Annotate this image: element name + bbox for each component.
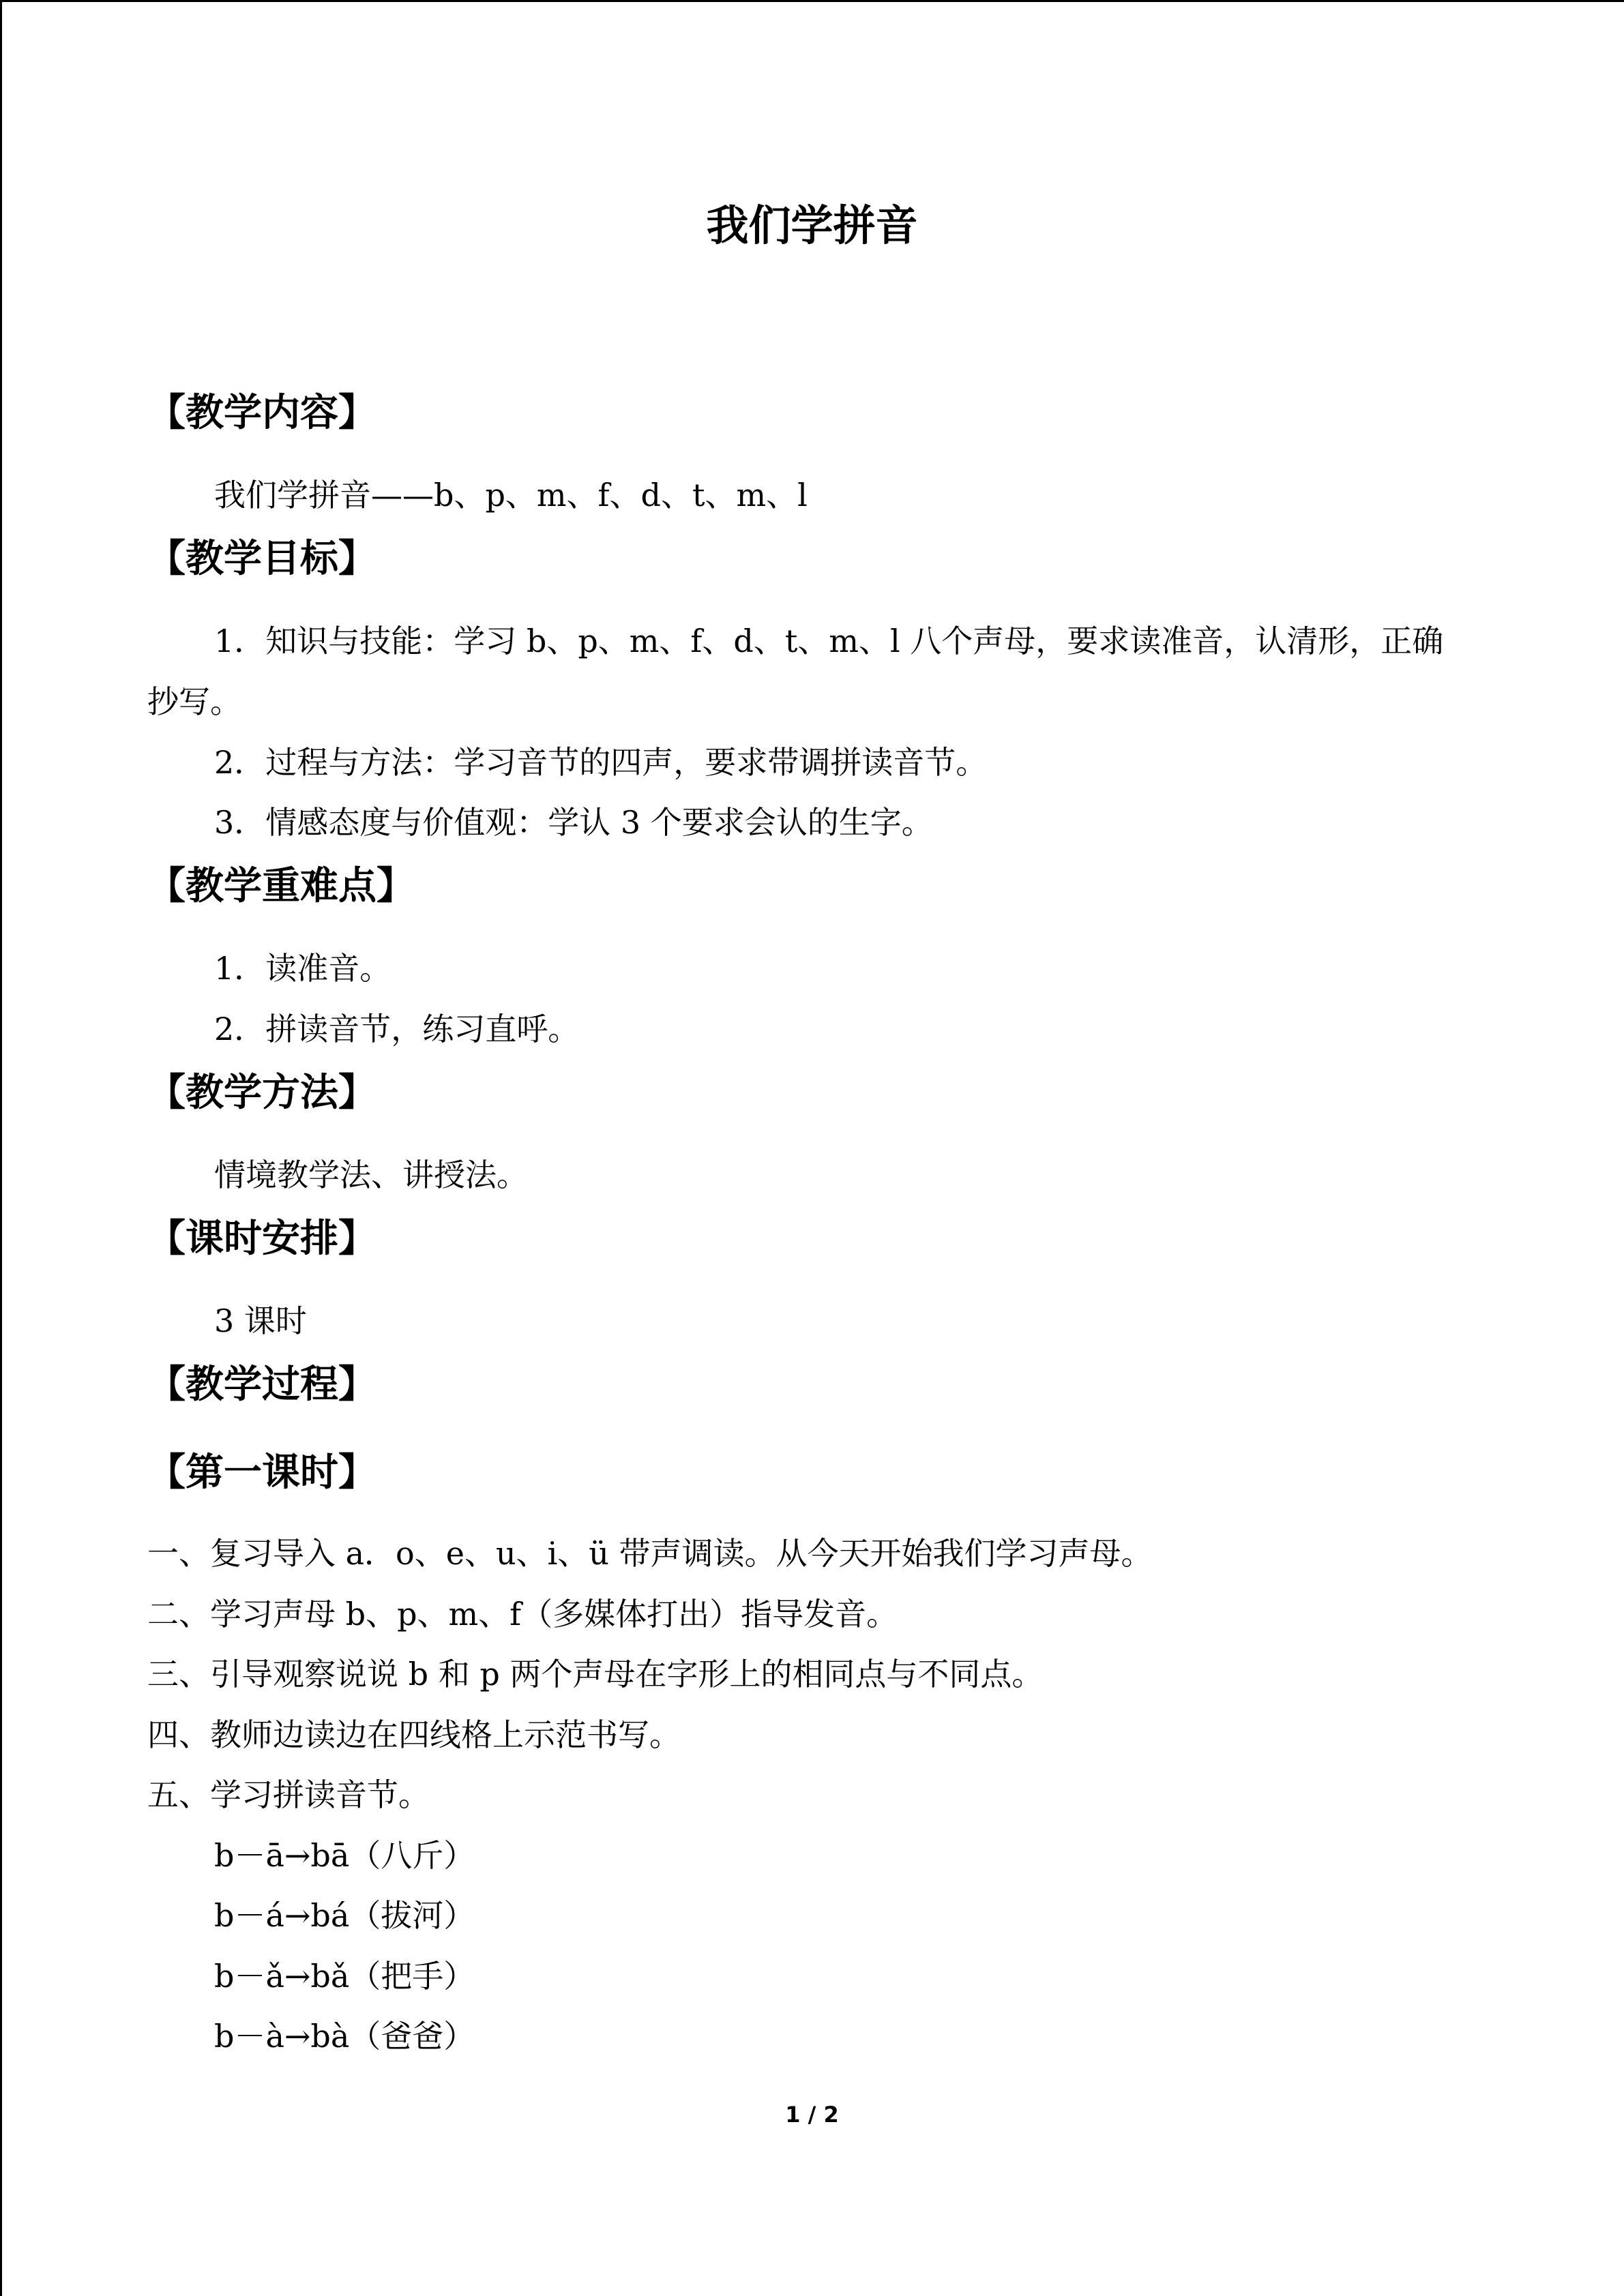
schedule-text: 3 课时: [214, 1302, 307, 1339]
goal-item-3: 3．情感态度与价值观：学认 3 个要求会认的生字。: [214, 804, 933, 841]
syllable-example: b－á→bá（拔河）: [214, 1897, 475, 1934]
teaching-content-text: 我们学拼音——b、p、m、f、d、t、m、l: [214, 477, 808, 513]
syllable-example: b－ǎ→bǎ（把手）: [214, 1958, 475, 1995]
heading-key-points: 【教学重难点】: [147, 864, 415, 908]
lesson-step: 三、引导观察说说 b 和 p 两个声母在字形上的相同点与不同点。: [147, 1656, 1044, 1693]
page-left-border: [0, 0, 2, 2296]
heading-teaching-content: 【教学内容】: [147, 391, 377, 435]
heading-first-lesson: 【第一课时】: [147, 1450, 377, 1495]
heading-teaching-process: 【教学过程】: [147, 1362, 377, 1407]
lesson-step: 一、复习导入 a．o、e、u、i、ü 带声调读。从今天开始我们学习声母。: [147, 1535, 1153, 1572]
syllable-example: b－ā→bā（八斤）: [214, 1837, 475, 1874]
page-title: 我们学拼音: [706, 200, 918, 250]
syllable-example: b－à→bà（爸爸）: [214, 2018, 475, 2055]
lesson-step: 五、学习拼读音节。: [147, 1776, 430, 1813]
lesson-step: 二、学习声母 b、p、m、f（多媒体打出）指导发音。: [147, 1596, 898, 1632]
heading-teaching-methods: 【教学方法】: [147, 1071, 377, 1115]
lesson-step: 四、教师边读边在四线格上示范书写。: [147, 1716, 681, 1753]
goal-item-1-line-1: 1．知识与技能：学习 b、p、m、f、d、t、m、l 八个声母，要求读准音，认清形，正确: [214, 623, 1444, 659]
goal-item-2: 2．过程与方法：学习音节的四声，要求带调拼读音节。: [214, 744, 988, 781]
goal-item-1-line-2: 抄写。: [147, 683, 241, 720]
heading-teaching-goals: 【教学目标】: [147, 537, 377, 581]
teaching-methods-text: 情境教学法、讲授法。: [214, 1157, 528, 1193]
page-number: 1 / 2: [785, 2102, 839, 2128]
key-point-1: 1．读准音。: [214, 950, 392, 987]
key-point-2: 2．拼读音节，练习直呼。: [214, 1011, 580, 1047]
heading-schedule: 【课时安排】: [147, 1217, 377, 1261]
page-top-border: [0, 0, 1624, 2]
